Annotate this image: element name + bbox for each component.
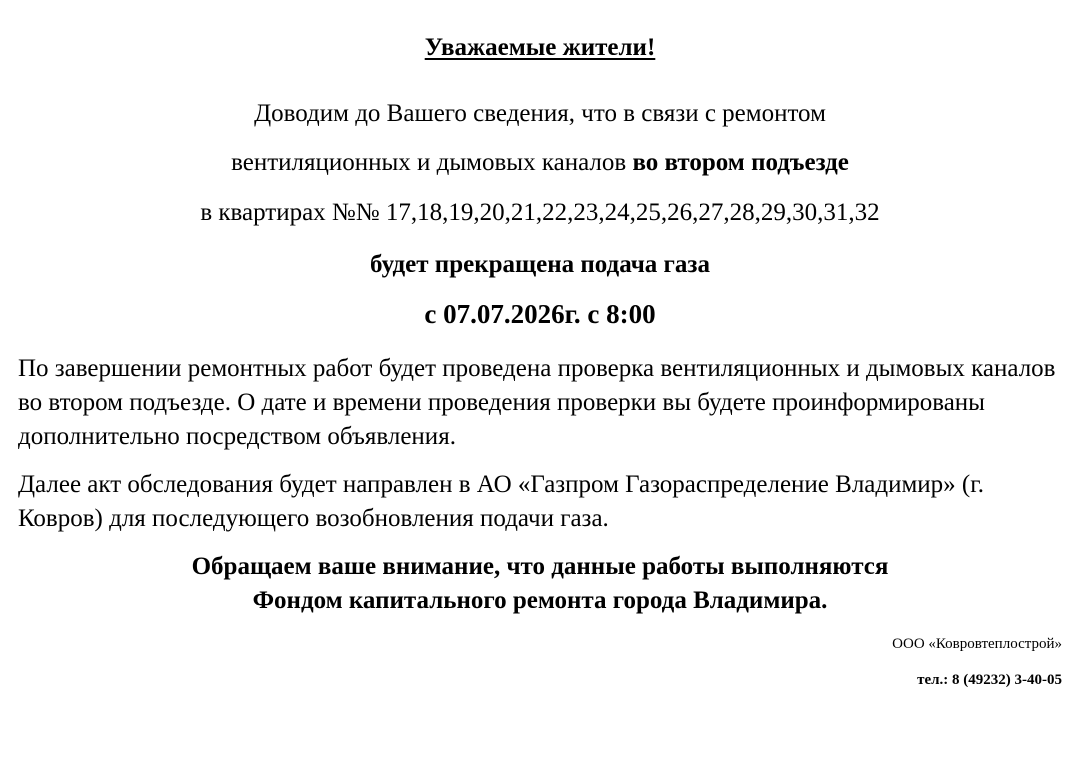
inspection-paragraph: По завершении ремонтных работ будет проведена проверка вентиляционных и дымовых каналов во втором подъезде. О дате и времени проведения проверки вы будете проинформированы дополнительно посредством объявления.	[18, 355, 1056, 450]
entrance-text: во втором подъезде	[632, 149, 849, 176]
contact-phone: тел.: 8 (49232) 3-40-05	[917, 672, 1062, 688]
act-paragraph: Далее акт обследования будет направлен в АО «Газпром Газораспределение Владимир» (г. Ковров) для последующего возобновления подачи газа.	[18, 471, 984, 532]
attention-line-1: Обращаем ваше внимание, что данные работы выполняются	[191, 553, 889, 580]
attention-note	[0, 550, 1080, 618]
notice-title: Уважаемые жители!	[424, 34, 656, 61]
gas-shutoff-line: будет прекращена подача газа	[370, 251, 710, 278]
shutoff-datetime: с 07.07.2026г. с 8:00	[424, 299, 656, 329]
apartments-line: в квартирах №№ 17,18,19,20,21,22,23,24,25,26,27,28,29,30,31,32	[200, 199, 880, 226]
channels-text: вентиляционных и дымовых каналов	[231, 149, 633, 176]
attention-line-2: Фондом капитального ремонта города Владимира.	[252, 587, 828, 614]
notice-intro-line: Доводим до Вашего сведения, что в связи с ремонтом	[254, 100, 826, 127]
organization-name: ООО «Ковровтеплострой»	[892, 636, 1062, 652]
notice-channels-line	[0, 145, 1080, 181]
